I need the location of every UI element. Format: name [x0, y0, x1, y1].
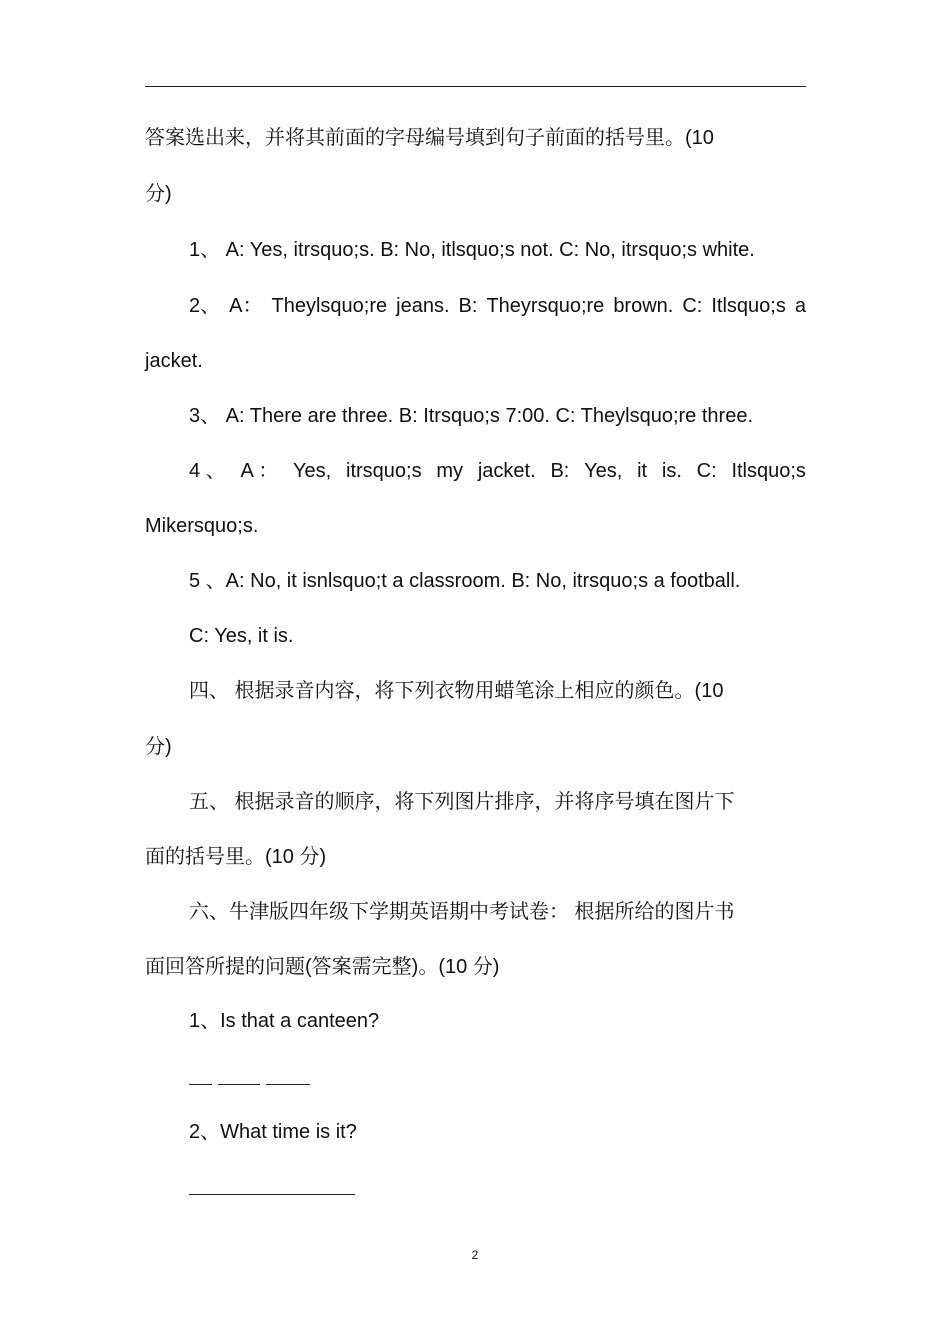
- listening-item-2-cont: jacket.: [145, 350, 203, 372]
- header-rule: [145, 86, 806, 87]
- listening-item-2: 2、 A： Theylsquo;re jeans. B: Theyrsquo;re brown. C: Itlsquo;s a: [189, 295, 806, 317]
- page-number: 2: [471, 1248, 479, 1262]
- listening-item-4-cont: Mikersquo;s.: [145, 515, 259, 537]
- listening-item-1: 1、 A: Yes, itrsquo;s. B: No, itlsquo;s not. C: No, itrsquo;s white.: [189, 239, 755, 261]
- section-4-line-2: 分): [145, 736, 172, 758]
- listening-item-3: 3、 A: There are three. B: Itrsquo;s 7:00. C: Theylsquo;re three.: [189, 405, 753, 427]
- listening-item-5-cont: C: Yes, it is.: [189, 625, 294, 647]
- answer-blank-1b[interactable]: [218, 1084, 260, 1085]
- section-4-line-1: 四、 根据录音内容，将下列衣物用蜡笔涂上相应的颜色。(10: [189, 680, 724, 702]
- answer-blank-2[interactable]: [189, 1194, 355, 1195]
- answer-blank-1a[interactable]: [189, 1084, 212, 1085]
- listening-item-4: 4 、 A ： Yes, itrsquo;s my jacket. B: Yes, it is. C: Itlsquo;s: [189, 460, 806, 482]
- section-6-line-1: 六、牛津版四年级下学期英语期中考试卷： 根据所给的图片书: [189, 901, 735, 923]
- instruction-line-1: 答案选出来，并将其前面的字母编号填到句子前面的括号里。(10: [145, 127, 714, 149]
- instruction-line-2: 分): [145, 183, 172, 205]
- section-5-line-1: 五、 根据录音的顺序，将下列图片排序，并将序号填在图片下: [189, 791, 735, 813]
- question-1: 1、Is that a canteen?: [189, 1010, 380, 1032]
- listening-item-5: 5 、A: No, it isnlsquo;t a classroom. B: No, itrsquo;s a football.: [189, 570, 741, 592]
- section-6-line-2: 面回答所提的问题(答案需完整)。(10 分): [145, 956, 500, 978]
- answer-blank-1c[interactable]: [266, 1084, 310, 1085]
- question-2: 2、What time is it?: [189, 1121, 357, 1143]
- section-5-line-2: 面的括号里。(10 分): [145, 846, 327, 868]
